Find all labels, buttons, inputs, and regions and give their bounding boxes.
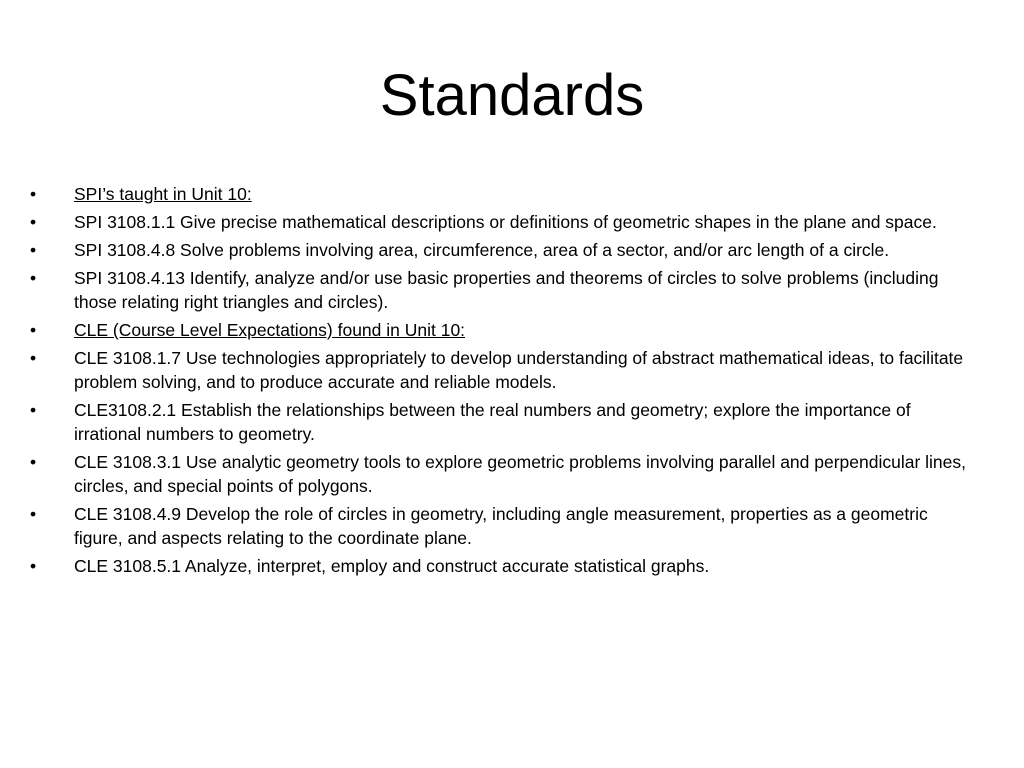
bullet-dot-icon: •	[30, 504, 37, 524]
bullet-text: CLE3108.2.1 Establish the relationships between the real numbers and geometry; explore the importance of irrational numbers to geometry.	[74, 400, 911, 444]
bullet-item-cle-3108-2-1	[30, 398, 980, 446]
bullet-dot-icon: •	[30, 184, 37, 204]
bullet-text: CLE 3108.4.9 Develop the role of circles in geometry, including angle measurement, properties as a geometric figure, and aspects relating to the coordinate plane.	[74, 504, 928, 548]
bullet-dot-icon: •	[30, 268, 37, 288]
bullet-text: SPI’s taught in Unit 10:	[74, 184, 252, 204]
bullet-text: SPI 3108.4.8 Solve problems involving area, circumference, area of a sector, and/or arc length of a circle.	[74, 240, 890, 260]
bullet-item-cle-3108-5-1	[30, 554, 980, 578]
bullet-text: CLE (Course Level Expectations) found in Unit 10:	[74, 320, 466, 340]
slide-title: Standards	[379, 63, 645, 128]
bullet-text: SPI 3108.1.1 Give precise mathematical descriptions or definitions of geometric shapes in the plane and space.	[74, 212, 937, 232]
bullet-dot-icon: •	[30, 556, 37, 576]
bullet-list	[30, 182, 980, 582]
bullet-text: CLE 3108.3.1 Use analytic geometry tools to explore geometric problems involving parallel and perpendicular lines, circles, and special points of polygons.	[74, 452, 967, 496]
bullet-dot-icon: •	[30, 240, 37, 260]
bullet-item-cle-3108-4-9	[30, 502, 980, 550]
bullet-dot-icon: •	[30, 452, 37, 472]
bullet-item-spi-heading	[30, 182, 980, 206]
bullet-dot-icon: •	[30, 212, 37, 232]
bullet-item-cle-3108-1-7	[30, 346, 980, 394]
bullet-text: CLE 3108.5.1 Analyze, interpret, employ and construct accurate statistical graphs.	[74, 556, 710, 576]
bullet-item-spi-3108-1-1	[30, 210, 980, 234]
bullet-item-spi-3108-4-8	[30, 238, 980, 262]
bullet-item-spi-3108-4-13	[30, 266, 980, 314]
bullet-text: CLE 3108.1.7 Use technologies appropriately to develop understanding of abstract mathematical ideas, to facilitate problem solving, and to produce accurate and reliable models.	[74, 348, 964, 392]
bullet-dot-icon: •	[30, 320, 37, 340]
bullet-item-cle-3108-3-1	[30, 450, 980, 498]
bullet-dot-icon: •	[30, 400, 37, 420]
bullet-dot-icon: •	[30, 348, 37, 368]
bullet-item-cle-heading	[30, 318, 980, 342]
bullet-text: SPI 3108.4.13 Identify, analyze and/or use basic properties and theorems of circles to solve problems (including those relating right triangles and circles).	[74, 268, 939, 312]
